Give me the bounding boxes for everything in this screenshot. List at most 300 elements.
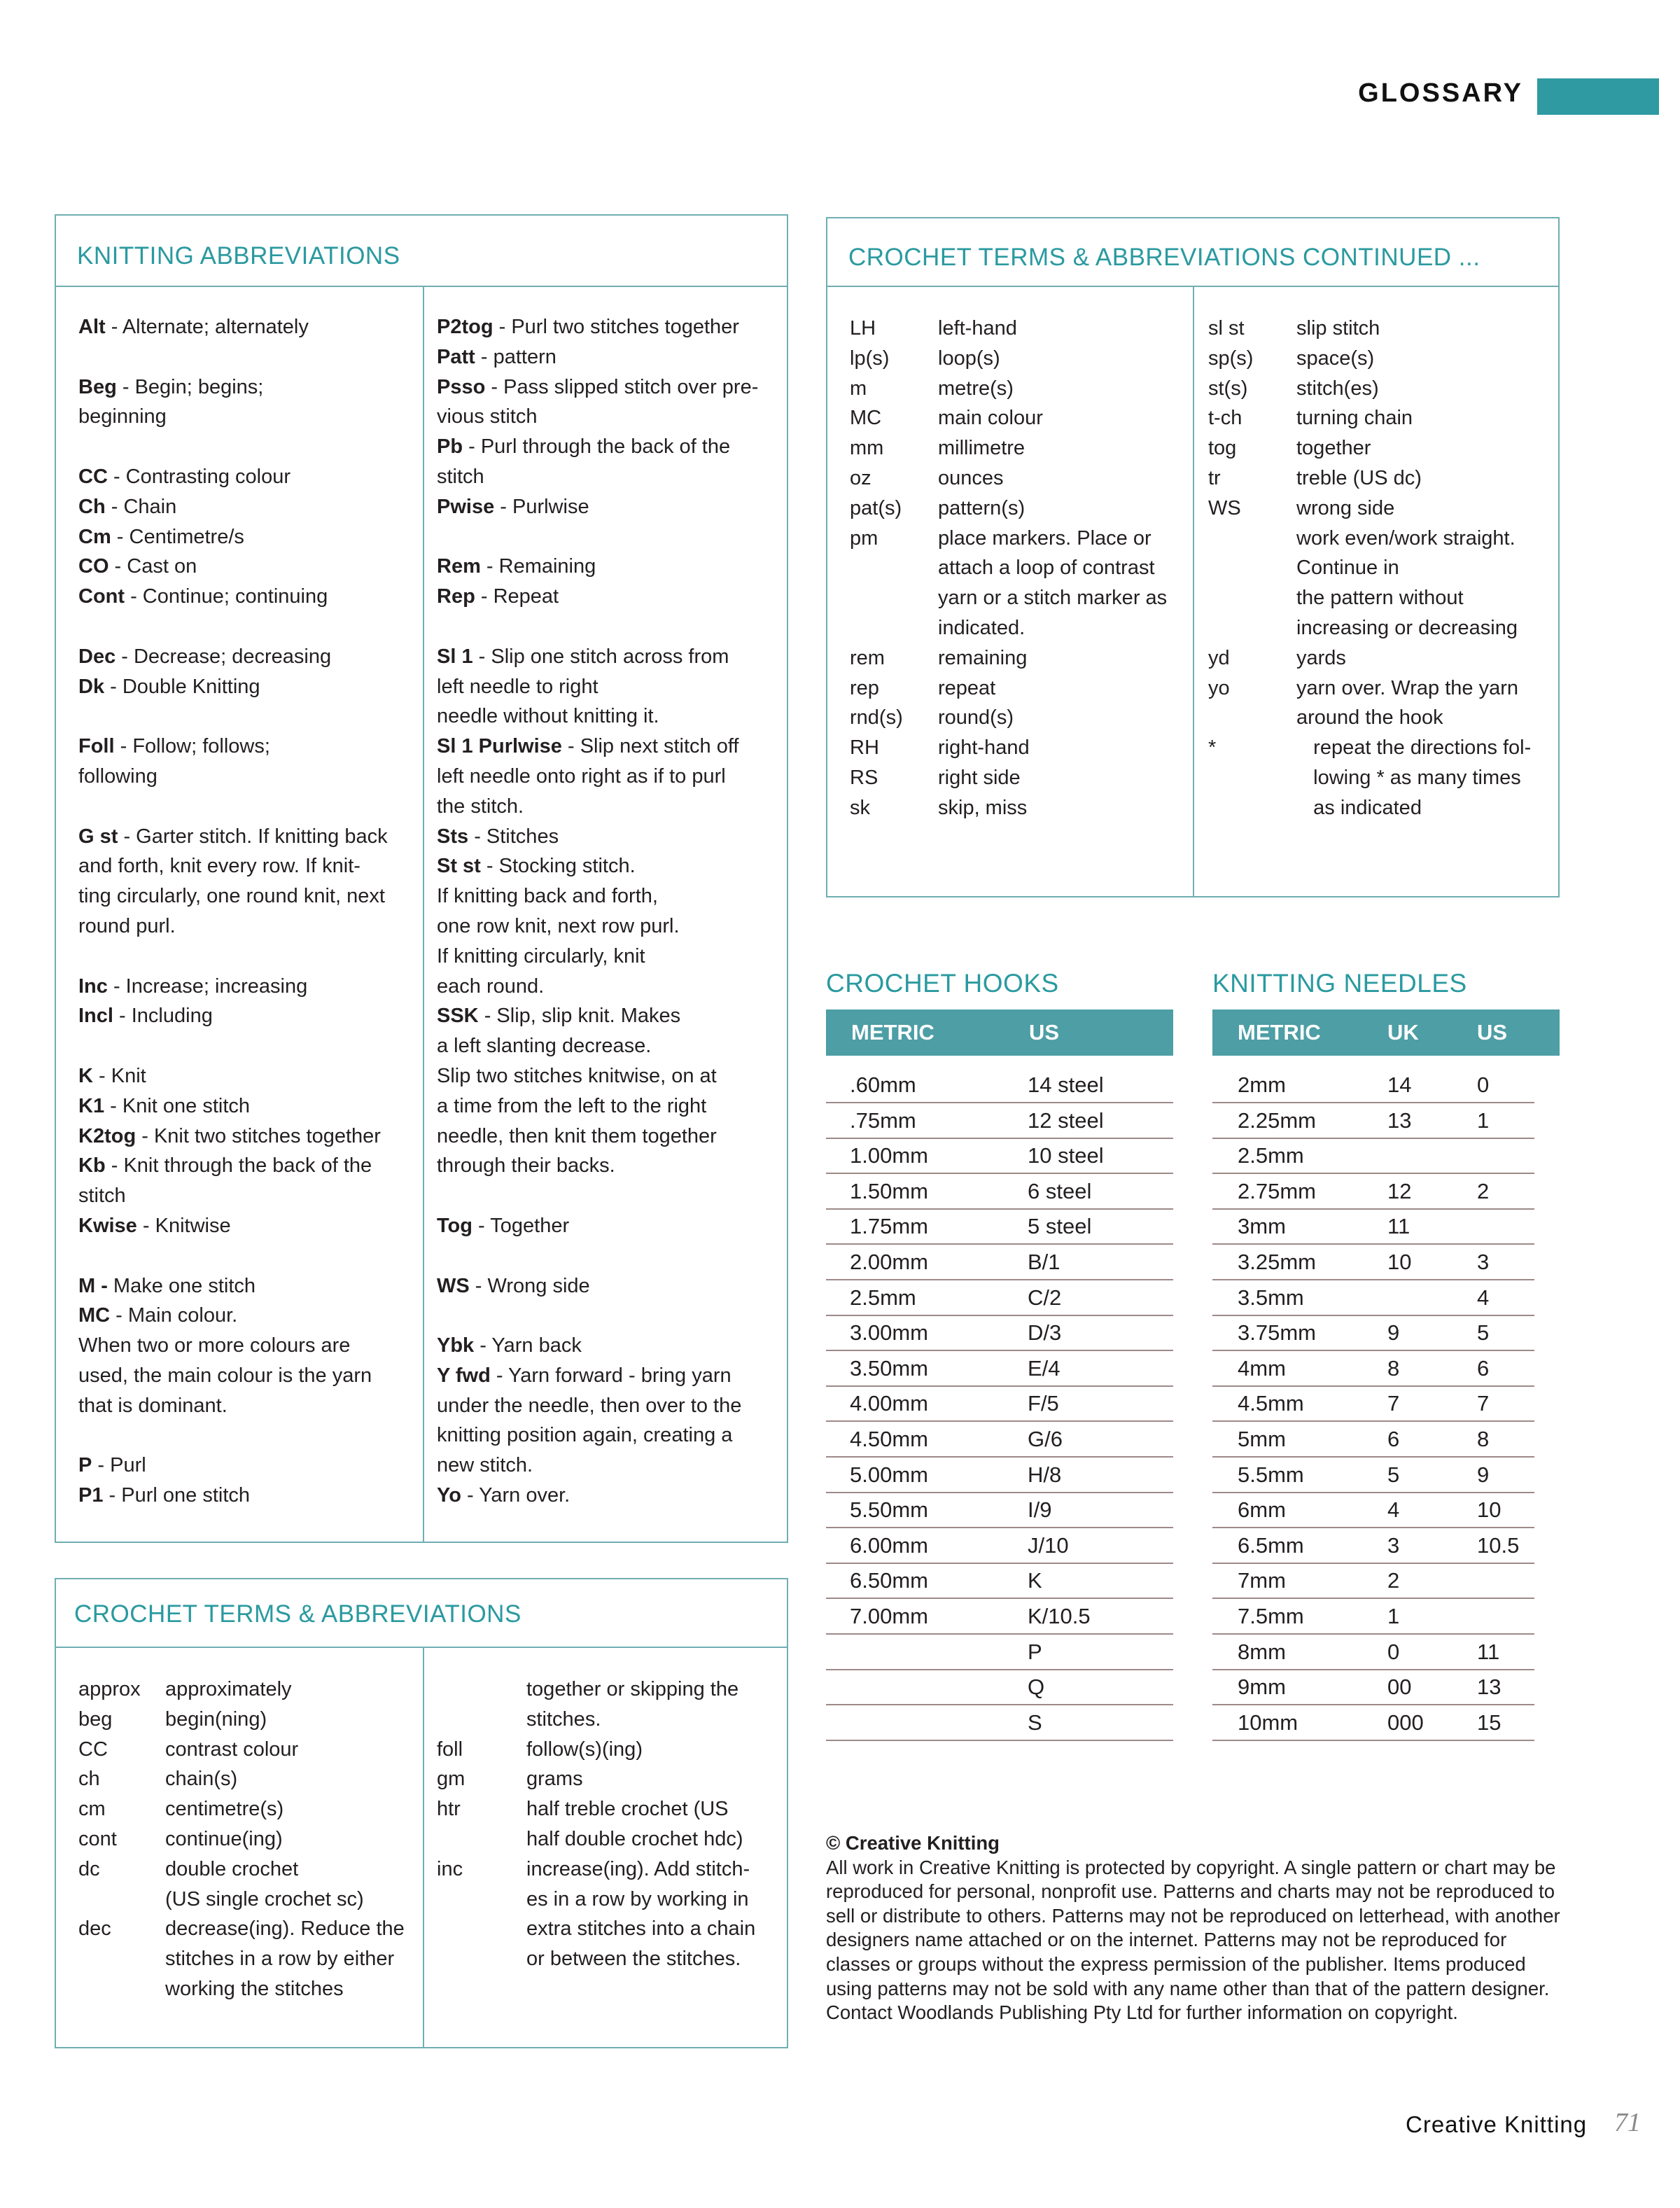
crochet-terms-continued-box [826, 217, 1560, 897]
term-definition: continue(ing) [165, 1827, 283, 1850]
abbreviation-term: Sl 1 Purlwise [437, 735, 562, 758]
table-cell: 5 [1387, 1462, 1400, 1487]
abbreviation-entry [437, 642, 787, 672]
term-abbreviation: cont [78, 1827, 117, 1850]
table-cell: 10 steel [1028, 1143, 1104, 1168]
term-definition: left-hand [938, 317, 1017, 340]
abbreviation-definition-line: under the needle, then over to the [437, 1394, 742, 1417]
term-row [1208, 344, 1551, 374]
knitting-needles-row [1212, 1068, 1534, 1103]
table-cell: 00 [1387, 1675, 1412, 1700]
crochet-hooks-row [826, 1316, 1173, 1351]
table-cell: 6mm [1238, 1497, 1286, 1523]
abbreviation-term: K2tog [78, 1124, 136, 1147]
knitting-needles-row [1212, 1600, 1534, 1635]
abbreviation-definition: - Continue; continuing [125, 585, 328, 608]
abbreviation-definition: - Decrease; decreasing [115, 645, 332, 668]
term-abbreviation [437, 1914, 526, 1944]
abbreviation-definition-line: needle without knitting it. [437, 705, 659, 728]
term-abbreviation: htr [437, 1798, 461, 1821]
page-title: GLOSSARY [1358, 78, 1523, 108]
term-abbreviation: dec [78, 1917, 111, 1941]
abbreviation-entry [78, 312, 414, 342]
term-definition: slip stitch [1296, 317, 1380, 340]
abbreviation-definition: - Alternate; alternately [105, 316, 309, 338]
table-cell: B/1 [1028, 1250, 1060, 1274]
table-cell: 10 [1477, 1497, 1502, 1523]
term-definition: chain(s) [165, 1768, 238, 1791]
table-cell: 2.75mm [1238, 1178, 1316, 1203]
abbreviation-entry [437, 1211, 787, 1241]
term-row [850, 763, 1186, 793]
knitting-needles-row [1212, 1706, 1534, 1741]
term-row [1208, 583, 1551, 613]
term-row [1208, 703, 1551, 733]
abbreviation-entry [437, 582, 787, 612]
term-row [437, 1914, 780, 1944]
abbreviation-term: Pwise [437, 495, 495, 518]
term-abbreviation [1208, 793, 1296, 823]
table-cell: E/4 [1028, 1355, 1060, 1381]
crochet-terms-continued-right-column [1208, 314, 1551, 823]
abbreviation-definition-line: and forth, knit every row. If knit- [78, 855, 360, 878]
term-definition: centimetre(s) [165, 1798, 284, 1821]
term-definition: the pattern without [1296, 587, 1464, 610]
crochet-hooks-row [826, 1281, 1173, 1316]
term-abbreviation [437, 1885, 526, 1915]
term-row [850, 673, 1186, 704]
term-abbreviation: oz [850, 466, 872, 489]
term-abbreviation: pm [850, 526, 878, 550]
term-row [78, 1764, 414, 1794]
table-cell: 4.50mm [850, 1427, 928, 1451]
table-cell: Q [1028, 1675, 1045, 1700]
term-definition: as indicated [1296, 796, 1422, 819]
term-definition: space(s) [1296, 347, 1375, 370]
abbreviation-definition: - Purlwise [494, 495, 589, 518]
abbreviation-entry [437, 492, 787, 522]
table-cell: 2.25mm [1238, 1108, 1316, 1133]
page-number: 71 [1614, 2108, 1641, 2137]
spacer [78, 942, 414, 972]
abbreviation-entry [437, 1361, 787, 1391]
abbreviation-entry [78, 1151, 414, 1181]
term-definition: grams [526, 1768, 583, 1791]
term-row [850, 583, 1186, 613]
abbreviation-term: MC [78, 1304, 111, 1327]
term-row [1208, 643, 1551, 673]
abbreviation-entry [437, 1481, 787, 1511]
abbreviation-term: Kwise [78, 1214, 137, 1237]
crochet-hooks-header-us: US [1029, 1020, 1060, 1044]
knitting-needles-row [1212, 1635, 1534, 1670]
term-row [850, 403, 1186, 433]
term-abbreviation [1208, 703, 1296, 733]
abbreviation-definition: - Purl two stitches together [493, 316, 739, 338]
knitting-needles-row [1212, 1423, 1534, 1458]
table-cell: 7 [1477, 1391, 1490, 1416]
term-definition: yarn over. Wrap the yarn [1296, 676, 1519, 699]
abbreviation-definition: - Increase; increasing [107, 974, 308, 998]
abbreviation-definition: - Cast on [108, 555, 197, 578]
term-abbreviation: LH [850, 317, 876, 340]
abbreviation-definition: - Remaining [480, 555, 596, 578]
term-row [437, 1824, 780, 1854]
table-cell: 6.00mm [850, 1532, 928, 1558]
abbreviation-entry [437, 1271, 787, 1301]
term-row [437, 1794, 780, 1824]
knitting-needles-row [1212, 1387, 1534, 1422]
table-cell: 6.50mm [850, 1568, 928, 1593]
term-definition: contrast colour [165, 1738, 299, 1761]
abbreviation-term: Psso [437, 375, 486, 398]
abbreviation-definition: - Begin; begins; [116, 375, 264, 398]
abbreviation-definition-line: a left slanting decrease. [437, 1035, 652, 1058]
crochet-hooks-header-metric: METRIC [851, 1020, 934, 1044]
term-definition: follow(s)(ing) [526, 1738, 643, 1761]
term-row [1208, 433, 1551, 463]
term-definition: repeat [938, 676, 996, 699]
term-abbreviation: RH [850, 736, 879, 760]
crochet-hooks-row [826, 1352, 1173, 1387]
abbreviation-entry [437, 552, 787, 582]
table-cell: 8mm [1238, 1639, 1286, 1664]
abbreviation-term: Alt [78, 316, 106, 338]
term-abbreviation [437, 1705, 526, 1735]
abbreviation-definition: - Knit two stitches together [136, 1124, 381, 1147]
term-row [850, 374, 1186, 404]
spacer [78, 1241, 414, 1271]
abbreviation-term: G st [78, 825, 118, 848]
term-abbreviation: beg [78, 1707, 113, 1731]
term-definition: right-hand [938, 736, 1030, 760]
abbreviation-term: Dec [78, 645, 116, 668]
term-definition: skip, miss [938, 796, 1028, 819]
term-abbreviation: tog [1208, 437, 1237, 460]
abbreviation-definition-line: knitting position again, creating a [437, 1424, 733, 1447]
term-definition: around the hook [1296, 706, 1443, 729]
term-abbreviation: rnd(s) [850, 706, 903, 729]
table-cell: 9 [1387, 1320, 1400, 1346]
abbreviation-definition: - Stocking stitch. [480, 855, 636, 878]
term-row [850, 524, 1186, 554]
term-definition: double crochet [165, 1857, 299, 1880]
knitting-abbreviations-right-column [437, 312, 787, 1511]
crochet-hooks-row [826, 1564, 1173, 1599]
term-definition: together or skipping the [526, 1678, 739, 1700]
abbreviation-definition: Make one stitch [107, 1274, 256, 1297]
term-definition: stitches in a row by either [165, 1948, 395, 1971]
abbreviation-definition-line: stitch [437, 465, 484, 488]
term-definition: treble (US dc) [1296, 466, 1422, 489]
table-cell: 7 [1387, 1391, 1400, 1416]
table-cell: 8 [1387, 1355, 1400, 1381]
term-abbreviation: t-ch [1208, 407, 1242, 430]
abbreviation-definition: - Wrong side [469, 1274, 590, 1297]
term-row [850, 433, 1186, 463]
abbreviation-entry [437, 372, 787, 403]
abbreviation-term: Incl [78, 1005, 113, 1028]
crochet-hooks-row [826, 1529, 1173, 1564]
table-cell: 7mm [1238, 1568, 1286, 1593]
term-row [437, 1885, 780, 1915]
abbreviation-term: Foll [78, 735, 115, 758]
abbreviation-term: Dk [78, 675, 105, 698]
crochet-terms-title: CROCHET TERMS & ABBREVIATIONS [74, 1600, 522, 1628]
abbreviation-term: WS [437, 1274, 470, 1297]
term-definition: half double crochet hdc) [526, 1827, 743, 1850]
table-cell: 3.5mm [1238, 1285, 1304, 1310]
abbreviation-entry [78, 732, 414, 762]
table-cell: 10.5 [1477, 1532, 1520, 1558]
knitting-needles-row [1212, 1316, 1534, 1351]
term-definition: turning chain [1296, 407, 1413, 430]
term-definition: yards [1296, 646, 1346, 669]
term-abbreviation: m [850, 377, 867, 400]
table-cell: H/8 [1028, 1462, 1062, 1487]
spacer [78, 432, 414, 462]
spacer [437, 612, 787, 642]
term-abbreviation [437, 1824, 526, 1854]
abbreviation-term: Y fwd [437, 1364, 491, 1387]
abbreviation-term: Rep [437, 585, 475, 608]
term-definition: half treble crochet (US [526, 1798, 729, 1821]
term-abbreviation [850, 583, 938, 613]
table-cell: 7.00mm [850, 1604, 928, 1628]
abbreviation-entry [78, 822, 414, 852]
table-cell: 1 [1477, 1108, 1490, 1133]
abbreviation-definition-line: left needle onto right as if to purl [437, 764, 726, 788]
knitting-needles-row [1212, 1104, 1534, 1139]
column-divider [1193, 287, 1194, 896]
table-cell: 13 [1477, 1675, 1502, 1700]
abbreviation-entry [78, 1122, 414, 1152]
abbreviation-definition: - Chain [105, 495, 177, 518]
abbreviation-definition: - Yarn forward - bring yarn [490, 1364, 732, 1387]
copyright-body: All work in Creative Knitting is protected by copyright. A single pattern or chart may be reproduced for personal, nonprofit use. Patterns and charts may not be reproduced to sell or distribute to others. Patterns may not be reproduced on letterhead, with another designers name attached or on the internet. Patterns may not be reproduced for classes or groups without the express permission of the publisher. Items produced using patterns may not be sold with any name other than that of the pattern designer. Contact Woodlands Publishing Pty Ltd for further information on copyright. [826, 1856, 1560, 2024]
abbreviation-definition-line: When two or more colours are [78, 1334, 351, 1357]
term-abbreviation: approx [78, 1678, 141, 1700]
term-row [78, 1824, 414, 1854]
table-cell: 5 [1477, 1320, 1490, 1346]
abbreviation-entry [437, 1331, 787, 1361]
knitting-abbreviations-left-column [78, 312, 414, 1511]
term-abbreviation: yo [1208, 676, 1230, 699]
term-abbreviation: tr [1208, 466, 1221, 489]
table-cell: S [1028, 1710, 1042, 1735]
knitting-needles-header-uk: UK [1387, 1020, 1419, 1044]
table-cell: 14 [1387, 1072, 1412, 1097]
abbreviation-entry [437, 1001, 787, 1031]
term-abbreviation: CC [78, 1738, 108, 1761]
table-cell: .75mm [850, 1108, 916, 1133]
term-abbreviation: MC [850, 407, 882, 430]
abbreviation-entry [437, 822, 787, 852]
abbreviation-definition-line: new stitch. [437, 1454, 533, 1477]
abbreviation-entry [78, 1481, 414, 1511]
abbreviation-definition: - Pass slipped stitch over pre- [485, 375, 759, 398]
term-row [850, 643, 1186, 673]
knitting-abbreviations-header [56, 216, 787, 287]
table-cell: 4 [1477, 1285, 1490, 1310]
abbreviation-definition-line: beginning [78, 405, 167, 428]
table-cell: 5.00mm [850, 1462, 928, 1487]
table-cell: 10 [1387, 1250, 1412, 1274]
crochet-terms-continued-left-column [850, 314, 1186, 823]
term-row [1208, 553, 1551, 583]
abbreviation-definition-line: stitch [78, 1185, 126, 1208]
table-cell: 3.75mm [1238, 1320, 1316, 1346]
table-cell: 5.50mm [850, 1497, 928, 1523]
term-row [850, 463, 1186, 494]
table-cell: 15 [1477, 1710, 1502, 1735]
term-abbreviation [78, 1974, 165, 2004]
term-abbreviation: dc [78, 1857, 100, 1880]
table-cell: 2 [1477, 1178, 1490, 1203]
term-definition: increase(ing). Add stitch- [526, 1857, 750, 1880]
abbreviation-term: CO [78, 555, 109, 578]
table-cell: 5.5mm [1238, 1462, 1304, 1487]
table-cell: .60mm [850, 1072, 916, 1097]
abbreviation-definition: - Purl one stitch [103, 1484, 251, 1507]
table-cell: 1.75mm [850, 1214, 928, 1239]
abbreviation-entry [78, 372, 414, 403]
term-row [850, 613, 1186, 643]
copyright-notice [826, 1831, 1568, 2025]
abbreviation-term: Pb [437, 435, 463, 459]
abbreviation-definition: - Purl through the back of the [463, 435, 731, 459]
abbreviation-entry [78, 1001, 414, 1031]
table-cell: 9mm [1238, 1675, 1286, 1700]
abbreviation-entry [78, 1211, 414, 1241]
table-cell: 6 [1477, 1355, 1490, 1381]
header-accent-bar [1537, 78, 1659, 115]
table-cell: 5mm [1238, 1427, 1286, 1451]
term-row [78, 1705, 414, 1735]
term-definition: working the stitches [165, 1977, 344, 2000]
term-abbreviation: inc [437, 1857, 463, 1880]
abbreviation-definition: - Double Knitting [104, 675, 260, 698]
knitting-needles-row [1212, 1352, 1534, 1387]
abbreviation-entry [78, 1301, 414, 1331]
term-definition: attach a loop of contrast [938, 557, 1155, 580]
knitting-abbreviations-box [55, 214, 788, 1543]
term-abbreviation: pat(s) [850, 496, 902, 519]
abbreviation-definition: - Purl [92, 1454, 146, 1477]
knitting-needles-row [1212, 1670, 1534, 1705]
crochet-hooks-row [826, 1175, 1173, 1210]
abbreviation-term: Sl 1 [437, 645, 473, 668]
abbreviation-definition-line: used, the main colour is the yarn [78, 1364, 372, 1387]
term-abbreviation: mm [850, 437, 884, 460]
abbreviation-definition-line: If knitting back and forth, [437, 885, 658, 908]
table-cell: 13 [1387, 1108, 1412, 1133]
abbreviation-definition-line: through their backs. [437, 1154, 615, 1178]
abbreviation-definition-line: each round. [437, 974, 545, 998]
term-abbreviation [1208, 553, 1296, 583]
crochet-terms-left-column [78, 1675, 414, 2004]
term-row [850, 793, 1186, 823]
term-definition: extra stitches into a chain [526, 1917, 756, 1941]
abbreviation-term: Inc [78, 974, 108, 998]
term-definition: approximately [165, 1678, 292, 1700]
term-row [1208, 494, 1551, 524]
term-row [78, 1854, 414, 1885]
crochet-hooks-row [826, 1600, 1173, 1635]
table-cell: 7.5mm [1238, 1604, 1304, 1628]
term-row [850, 733, 1186, 763]
term-definition: loop(s) [938, 347, 1000, 370]
abbreviation-entry [437, 342, 787, 372]
abbreviation-term: P [78, 1454, 92, 1477]
term-abbreviation [1208, 524, 1296, 554]
term-abbreviation: foll [437, 1738, 463, 1761]
abbreviation-term: K [78, 1064, 93, 1087]
term-definition: remaining [938, 646, 1028, 669]
abbreviation-term: Cm [78, 525, 111, 548]
table-cell: 2.00mm [850, 1250, 928, 1274]
term-row [1208, 524, 1551, 554]
table-cell: 4.5mm [1238, 1391, 1304, 1416]
abbreviation-term: SSK [437, 1005, 479, 1028]
abbreviation-definition: - Knit one stitch [104, 1094, 251, 1117]
table-cell: 3.50mm [850, 1355, 928, 1381]
copyright-title: © Creative Knitting [826, 1832, 1000, 1854]
spacer [78, 792, 414, 822]
term-definition: ounces [938, 466, 1004, 489]
abbreviation-term: Beg [78, 375, 117, 398]
term-abbreviation: sk [850, 796, 870, 819]
abbreviation-definition: - Stitches [468, 825, 559, 848]
table-cell: D/3 [1028, 1320, 1062, 1346]
abbreviation-definition: - Including [113, 1005, 213, 1028]
abbreviation-entry [78, 1451, 414, 1481]
abbreviation-definition: - Main colour. [110, 1304, 238, 1327]
table-cell: J/10 [1028, 1532, 1069, 1558]
abbreviation-entry [78, 672, 414, 702]
term-definition: indicated. [938, 616, 1026, 639]
term-abbreviation: sp(s) [1208, 347, 1254, 370]
abbreviation-term: Tog [437, 1214, 472, 1237]
table-cell: I/9 [1028, 1497, 1052, 1523]
term-definition: metre(s) [938, 377, 1014, 400]
term-abbreviation [850, 553, 938, 583]
term-abbreviation [78, 1944, 165, 1974]
term-row [437, 1854, 780, 1885]
abbreviation-definition: - pattern [475, 345, 556, 368]
table-cell: 9 [1477, 1462, 1490, 1487]
term-abbreviation: rem [850, 646, 885, 669]
term-row [1208, 463, 1551, 494]
term-abbreviation: cm [78, 1798, 106, 1821]
knitting-needles-row [1212, 1564, 1534, 1599]
abbreviation-term: Kb [78, 1154, 106, 1178]
table-cell: 2.5mm [1238, 1143, 1304, 1168]
table-cell: 5 steel [1028, 1214, 1092, 1239]
term-abbreviation: sl st [1208, 317, 1245, 340]
term-row [1208, 403, 1551, 433]
term-definition: stitches. [526, 1707, 601, 1731]
knitting-needles-row [1212, 1281, 1534, 1316]
abbreviation-entry [78, 522, 414, 552]
table-cell: 1.50mm [850, 1178, 928, 1203]
table-cell: 11 [1477, 1639, 1500, 1664]
term-row [78, 1914, 414, 1944]
table-cell: 8 [1477, 1427, 1490, 1451]
term-definition: place markers. Place or [938, 526, 1152, 550]
term-row [1208, 733, 1551, 763]
abbreviation-definition-line: left needle to right [437, 675, 598, 698]
